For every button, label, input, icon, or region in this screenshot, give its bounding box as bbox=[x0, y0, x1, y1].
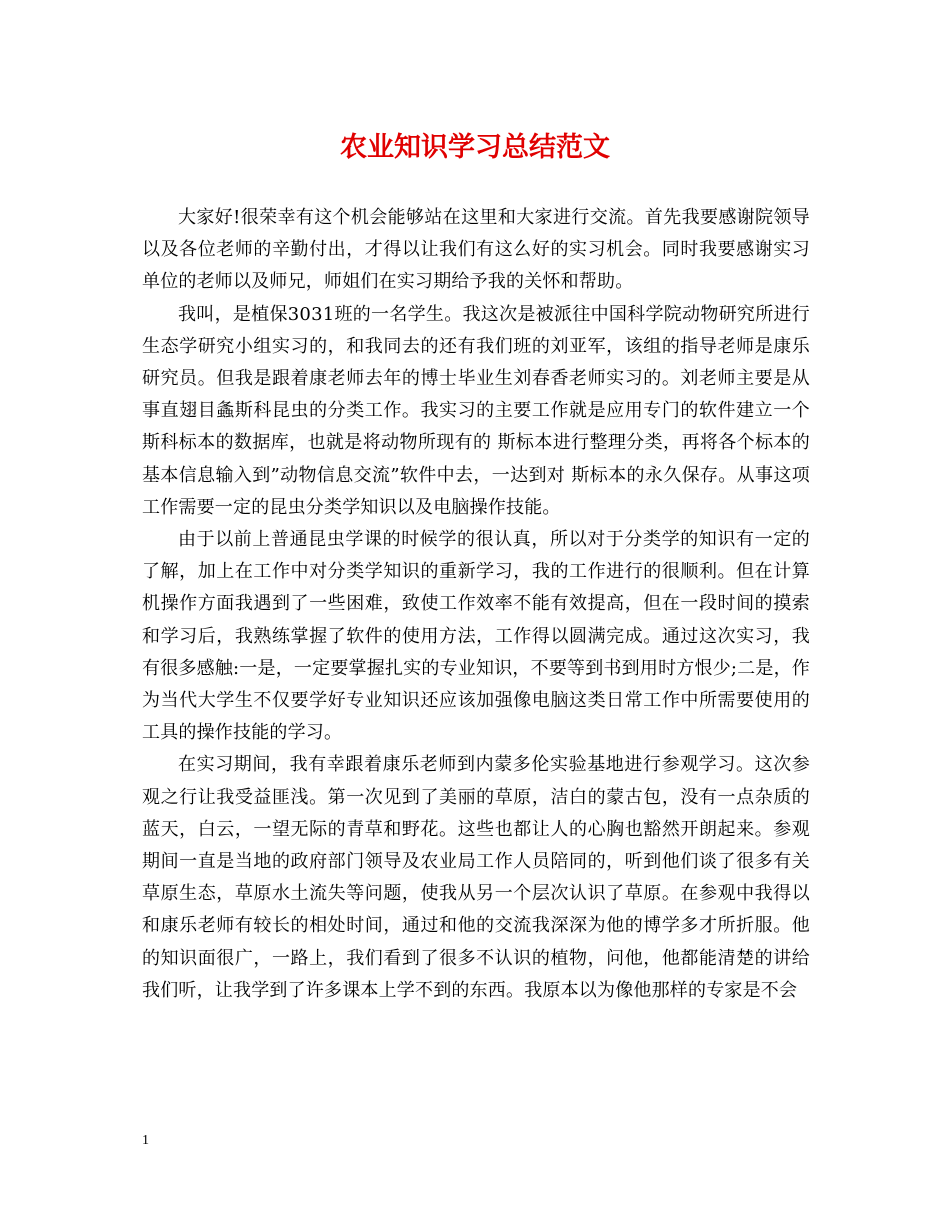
paragraph-2: 我叫，是植保3031班的一名学生。我这次是被派往中国科学院动物研究所进行生态学研究小组实习的，和我同去的还有我们班的刘亚军，该组的指导老师是康乐研究员。但我是跟着康老师去年的博士毕业生刘春香老师实习的。刘老师主要是从事直翅目螽斯科昆虫的分类工作。我实习的主要工作就是应用专门的软件建立一个 斯科标本的数据库，也就是将动物所现有的 斯标本进行整理分类，再将各个标本的基本信息输入到”动物信息交流”软件中去，一达到对 斯标本的永久保存。从事这项工作需要一定的昆虫分类学知识以及电脑操作技能。 bbox=[142, 303, 810, 518]
document-body bbox=[142, 202, 810, 1007]
page-number: 1 bbox=[142, 1133, 149, 1148]
paragraph-4: 在实习期间，我有幸跟着康乐老师到内蒙多伦实验基地进行参观学习。这次参观之行让我受益匪浅。第一次见到了美丽的草原，洁白的蒙古包，没有一点杂质的蓝天，白云，一望无际的青草和野花。这些也都让人的心胸也豁然开朗起来。参观期间一直是当地的政府部门领导及农业局工作人员陪同的，听到他们谈了很多有关草原生态，草原水土流失等问题，使我从另一个层次认识了草原。在参观中我得以和康乐老师有较长的相处时间，通过和他的交流我深深为他的博学多才所折服。他的知识面很广，一路上，我们看到了很多不认识的植物，问他，他都能清楚的讲给我们听，让我学到了许多课本上学不到的东西。我原本以为像他那样的专家是不会 bbox=[142, 754, 810, 1001]
paragraph-1: 大家好!很荣幸有这个机会能够站在这里和大家进行交流。首先我要感谢院领导以及各位老师的辛勤付出，才得以让我们有这么好的实习机会。同时我要感谢实习单位的老师以及师兄，师姐们在实习期给予我的关怀和帮助。 bbox=[142, 207, 810, 293]
document-title: 农业知识学习总结范文 bbox=[340, 132, 610, 163]
paragraph-3: 由于以前上普通昆虫学课的时候学的很认真，所以对于分类学的知识有一定的了解，加上在工作中对分类学知识的重新学习，我的工作进行的很顺利。但在计算机操作方面我遇到了一些困难，致使工作效率不能有效提高，但在一段时间的摸索和学习后，我熟练掌握了软件的使用方法，工作得以圆满完成。通过这次实习，我有很多感触:一是，一定要掌握扎实的专业知识，不要等到书到用时方恨少;二是，作为当代大学生不仅要学好专业知识还应该加强像电脑这类日常工作中所需要使用的工具的操作技能的学习。 bbox=[142, 529, 810, 744]
